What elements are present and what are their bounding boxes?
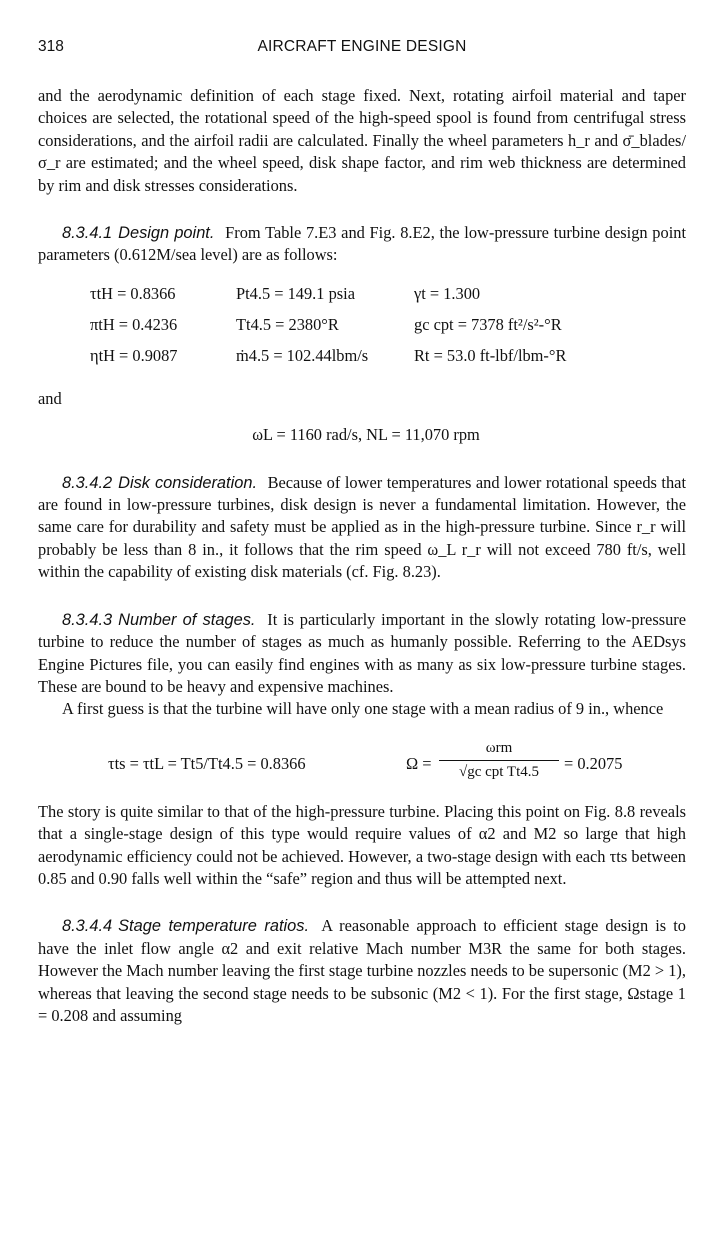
section-text: It is particularly important in the slowly rotating low-pressure turbine to reduce the number of stages as much as humanly possible. Referring to the AEDsys Engine Pictures file, you can easily find engines with as many as six low-pressure turbine stages. These are bound to be heavy and expensive machines. — [38, 609, 687, 696]
equation-fraction — [439, 737, 559, 784]
section-number: 8.3.4.3 — [62, 610, 113, 629]
parameter: Pt4.5 = 149.1 psia — [236, 283, 355, 303]
paragraph-first-guess: A first guess is that the turbine will have only one stage with a mean radius of 9 in., whence — [62, 699, 664, 719]
parameter-row — [90, 345, 686, 376]
page-number: 318 — [38, 38, 64, 55]
section-title: Stage temperature ratios. — [118, 917, 310, 936]
section-disk-consideration — [38, 472, 686, 584]
parameter: Tt4.5 = 2380°R — [236, 314, 339, 334]
page-header — [38, 38, 686, 58]
parameter-table — [90, 283, 686, 376]
section-stage-temperature-ratios — [38, 915, 686, 1027]
and-word: and — [38, 388, 62, 408]
parameter: gc cpt = 7378 ft²/s²-°R — [414, 314, 562, 334]
equation-rhs: = 0.2075 — [564, 753, 623, 773]
parameter: ṁ4.5 = 102.44lbm/s — [236, 345, 369, 365]
page-body — [38, 85, 686, 1027]
section-title: Number of stages. — [118, 610, 256, 629]
paragraph-intro: and the aerodynamic definition of each stage fixed. Next, rotating airfoil material and taper choices are selected, the rotational speed of the high-speed spool is found from centrifugal stress considerations, and the airfoil radii are calculated. Finally the wheel parameters h_r and σ̄_blades/σ_r are estimated; and the wheel speed, disk shape factor, and rim web thickness are determined by rim and disk stresses considerations. — [38, 86, 686, 195]
section-number: 8.3.4.1 — [62, 224, 113, 243]
section-text: A reasonable approach to efficient stage design is to have the inlet flow angle α2 and exit relative Mach number M3R the same for both stages. However the Mach number leaving the first stage turbine nozzles needs to be supersonic (M2 > 1), whereas that leaving the second stage needs to be subsonic (M2 < 1). For the first stage, Ωstage 1 = 0.208 and assuming — [38, 916, 686, 1025]
parameter: ηtH = 0.9087 — [90, 345, 178, 365]
section-text: From Table 7.E3 and Fig. 8.E2, the low-pressure turbine design point parameters (0.612M/sea level) are as follows: — [38, 223, 686, 265]
fraction-numerator: ωrm — [439, 737, 559, 761]
section-number: 8.3.4.4 — [62, 917, 113, 936]
ratio-equation — [108, 741, 686, 785]
section-text: Because of lower temperatures and lower rotational speeds that are found in low-pressure turbines, disk design is never a fundamental limitation. However, the same care for durability and safety must be applied as in the high-pressure turbine. Since r_r will probably be less than 8 in., it follows that the rim speed ω_L r_r will not exceed 780 ft/s, well within the capability of existing disk materials (cf. Fig. 8.23). — [38, 472, 686, 582]
parameter: Rt = 53.0 ft-lbf/lbm-°R — [414, 345, 567, 365]
section-number-of-stages — [38, 609, 686, 699]
parameter-row — [90, 283, 686, 314]
parameter: γt = 1.300 — [414, 283, 481, 303]
equation-omega: Ω = — [406, 753, 432, 773]
section-title: Design point. — [118, 224, 215, 243]
section-title: Disk consideration. — [118, 473, 258, 492]
paragraph-story: The story is quite similar to that of the high-pressure turbine. Placing this point on Fig. 8.8 reveals that a single-stage design of this type would require values of α2 and M2 so large that high aerodynamic efficiency could not be achieved. However, a two-stage design with each τts between 0.85 and 0.90 falls well within the “safe” region and thus will be attempted next. — [38, 801, 686, 888]
section-number: 8.3.4.2 — [62, 473, 113, 492]
equation-lhs: τts = τtL = Tt5/Tt4.5 = 0.8366 — [108, 753, 306, 773]
fraction-denominator: √gc cpt Tt4.5 — [458, 764, 540, 781]
running-title: AIRCRAFT ENGINE DESIGN — [257, 38, 467, 55]
parameter: τtH = 0.8366 — [90, 283, 176, 303]
section-design-point — [38, 222, 686, 267]
omega-equation: ωL = 1160 rad/s, NL = 11,070 rpm — [252, 425, 480, 445]
parameter-row — [90, 314, 686, 345]
parameter: πtH = 0.4236 — [90, 314, 178, 334]
